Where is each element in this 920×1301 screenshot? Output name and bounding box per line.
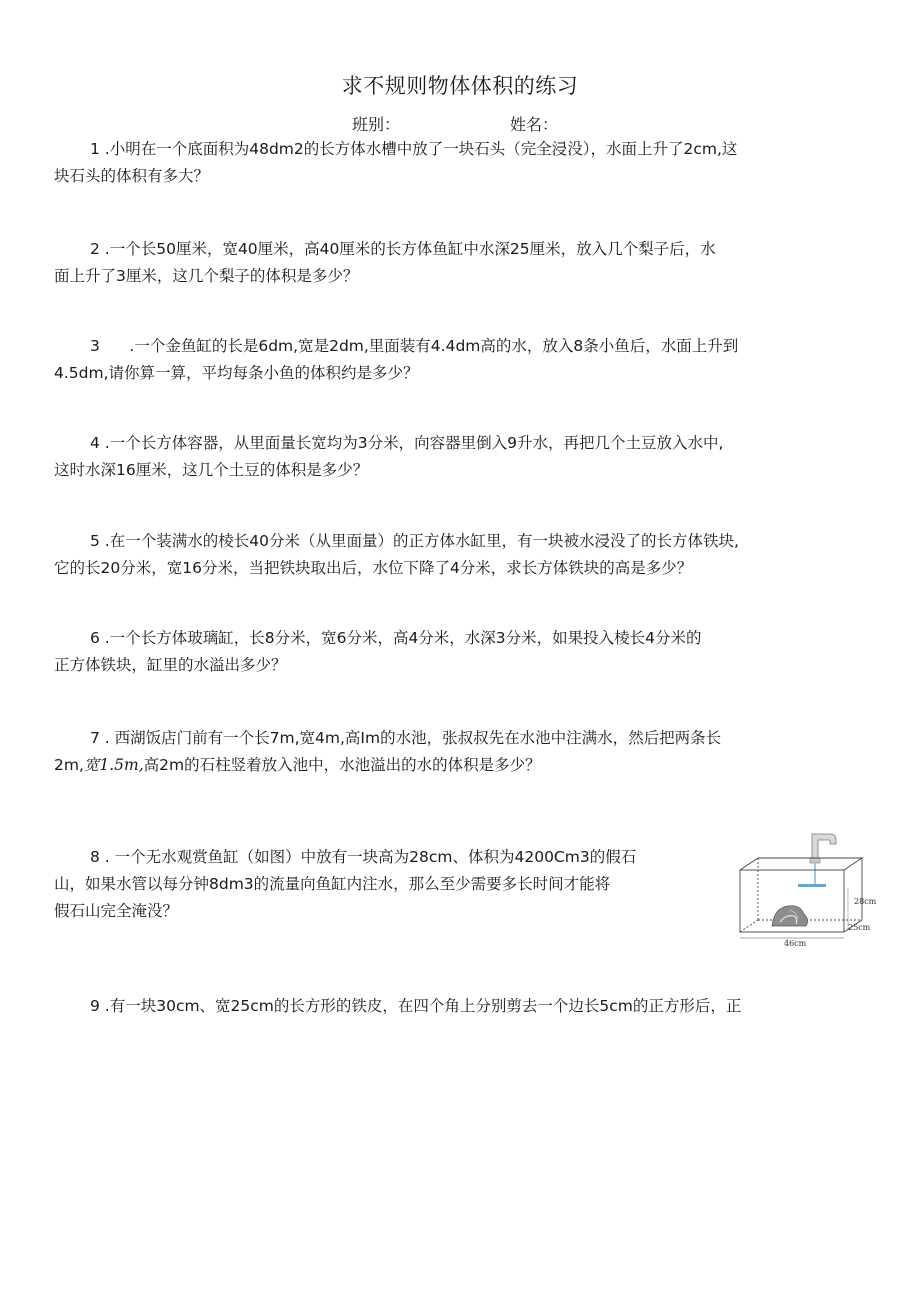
question-8-line-2: 山，如果水管以每分钟8dm3的流量向鱼缸内注水，那么至少需要多长时间才能将 <box>54 875 611 893</box>
tank-length-label: 46cm <box>784 939 807 948</box>
question-4 <box>54 430 868 484</box>
question-1 <box>54 136 868 190</box>
question-7-line-2-a: 2m, <box>54 756 84 774</box>
question-8-line-3: 假石山完全淹没？ <box>54 902 179 920</box>
question-3-line-2: 4.5dm,请你算一算，平均每条小鱼的体积约是多少？ <box>54 364 419 382</box>
rock-icon <box>772 906 808 926</box>
tank-height-label: 28cm <box>854 897 877 906</box>
question-6-line-1: 6 .一个长方体玻璃缸，长8分米，宽6分米，高4分米，水深3分米，如果投入棱长4分米的 <box>90 629 702 647</box>
tank-depth-label: 25cm <box>848 923 871 932</box>
question-9 <box>54 993 868 1020</box>
question-4-line-2: 这时水深16厘米，这几个土豆的体积是多少？ <box>54 461 369 479</box>
class-label: 班别： <box>352 115 401 134</box>
water-stream <box>798 884 826 887</box>
question-5-line-2: 它的长20分米，宽16分米，当把铁块取出后，水位下降了4分米，求长方体铁块的高是多少？ <box>54 559 693 577</box>
question-2 <box>54 236 868 290</box>
question-7-line-2-italic: 宽1.5m, <box>83 756 144 774</box>
question-1-line-2: 块石头的体积有多大？ <box>54 167 210 185</box>
question-7-line-2 <box>54 752 868 779</box>
question-7 <box>54 725 868 779</box>
question-5 <box>54 528 868 582</box>
question-4-line-1: 4 .一个长方体容器，从里面量长宽均为3分米，向容器里倒入9升水，再把几个土豆放入水中, <box>90 434 724 452</box>
question-7-line-1: 7 . 西湖饭店门前有一个长7m,宽4m,高Im的水池，张叔叔先在水池中注满水，然后把两条长 <box>90 729 722 747</box>
question-8-line-1: 8 . 一个无水观赏鱼缸（如图）中放有一块高为28cm、体积为4200Cm3的假石 <box>90 848 637 866</box>
question-7-line-2-b: 高2m的石柱竖着放入池中，水池溢出的水的体积是多少？ <box>143 756 541 774</box>
name-label: 姓名： <box>510 115 559 134</box>
question-1-line-1: 1 .小明在一个底面积为48dm2的长方体水槽中放了一块石头（完全浸没），水面上升了2cm,这 <box>90 140 738 158</box>
question-8 <box>54 844 734 925</box>
question-3 <box>54 333 868 387</box>
question-5-line-1: 5 .在一个装满水的棱长40分米（从里面量）的正方体水缸里，有一块被水浸没了的长方体铁块, <box>90 532 739 550</box>
question-2-line-2: 面上升了3厘米，这几个梨子的体积是多少？ <box>54 267 359 285</box>
question-6-line-2: 正方体铁块，缸里的水溢出多少？ <box>54 656 287 674</box>
question-6 <box>54 625 868 679</box>
question-9-line-1: 9 .有一块30cm、宽25cm的长方形的铁皮，在四个角上分别剪去一个边长5cm的正方形后，正 <box>90 997 742 1015</box>
faucet-icon <box>810 834 836 886</box>
fish-tank-figure <box>734 828 884 948</box>
question-2-line-1: 2 .一个长50厘米，宽40厘米，高40厘米的长方体鱼缸中水深25厘米，放入几个梨子后，水 <box>90 240 716 258</box>
page-title: 求不规则物体体积的练习 <box>341 74 579 98</box>
question-3-line-1: 3 .一个金鱼缸的长是6dm,宽是2dm,里面装有4.4dm高的水，放入8条小鱼后，水面上升到 <box>90 337 739 355</box>
